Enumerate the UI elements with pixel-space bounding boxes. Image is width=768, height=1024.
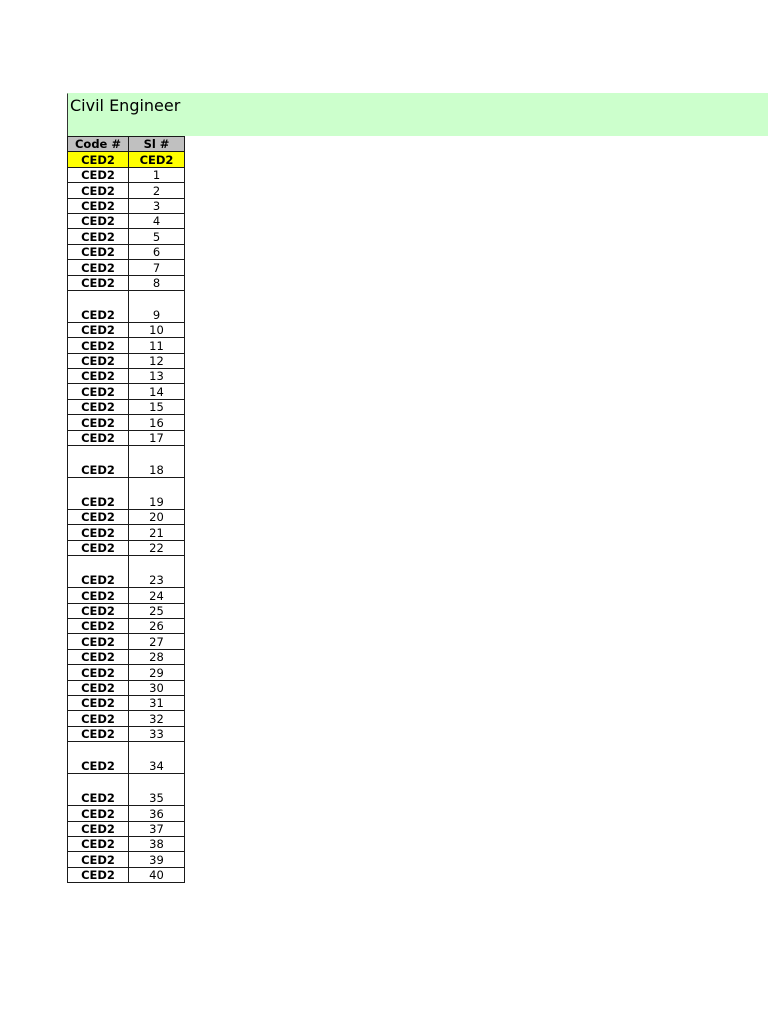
- table-row: [68, 183, 185, 198]
- column-header-sl: Sl #: [129, 137, 185, 152]
- cell-code: CED2: [68, 665, 129, 680]
- table-row: [68, 275, 185, 290]
- cell-code: CED2: [68, 618, 129, 633]
- table-row: [68, 742, 185, 774]
- table-row: [68, 774, 185, 806]
- cell-sl: 40: [129, 867, 185, 882]
- cell-sl: 17: [129, 430, 185, 445]
- cell-sl: 14: [129, 384, 185, 399]
- highlighted-row: [68, 152, 185, 167]
- table-row: [68, 478, 185, 510]
- table-row: [68, 634, 185, 649]
- cell-sl: 9: [129, 290, 185, 322]
- table-row: [68, 649, 185, 664]
- table-row: [68, 867, 185, 882]
- cell-code: CED2: [68, 695, 129, 710]
- cell-sl: 19: [129, 478, 185, 510]
- table-row: [68, 415, 185, 430]
- table-row: [68, 384, 185, 399]
- cell-code: CED2: [68, 711, 129, 726]
- cell-code: CED2: [68, 446, 129, 478]
- cell-code: CED2: [68, 275, 129, 290]
- header-row: [68, 137, 185, 152]
- cell-sl: 10: [129, 322, 185, 337]
- table-row: [68, 353, 185, 368]
- cell-code: CED2: [68, 399, 129, 414]
- cell-code: CED2: [68, 588, 129, 603]
- table-row: [68, 167, 185, 182]
- cell-sl: 34: [129, 742, 185, 774]
- table-row: [68, 198, 185, 213]
- cell-code: CED2: [68, 525, 129, 540]
- cell-code: CED2: [68, 603, 129, 618]
- cell-sl: 31: [129, 695, 185, 710]
- cell-code: CED2: [68, 510, 129, 525]
- cell-code: CED2: [68, 152, 129, 167]
- cell-sl: 29: [129, 665, 185, 680]
- table-row: [68, 603, 185, 618]
- cell-sl: 23: [129, 556, 185, 588]
- cell-sl: 39: [129, 852, 185, 867]
- cell-sl: 38: [129, 836, 185, 851]
- cell-code: CED2: [68, 726, 129, 741]
- cell-sl: 11: [129, 338, 185, 353]
- cell-code: CED2: [68, 867, 129, 882]
- cell-code: CED2: [68, 384, 129, 399]
- cell-code: CED2: [68, 369, 129, 384]
- data-table: [67, 136, 185, 883]
- cell-code: CED2: [68, 821, 129, 836]
- cell-code: CED2: [68, 322, 129, 337]
- cell-code: CED2: [68, 229, 129, 244]
- table-row: [68, 322, 185, 337]
- table-row: [68, 510, 185, 525]
- column-header-code: Code #: [68, 137, 129, 152]
- cell-code: CED2: [68, 774, 129, 806]
- cell-sl: 2: [129, 183, 185, 198]
- cell-sl: 15: [129, 399, 185, 414]
- cell-sl: 20: [129, 510, 185, 525]
- table-row: [68, 244, 185, 259]
- table-row: [68, 338, 185, 353]
- cell-sl: 1: [129, 167, 185, 182]
- cell-code: CED2: [68, 260, 129, 275]
- title-banner: [67, 93, 768, 136]
- cell-sl: 7: [129, 260, 185, 275]
- sheet-title: Civil Engineer: [70, 96, 181, 115]
- table-row: [68, 430, 185, 445]
- cell-code: CED2: [68, 742, 129, 774]
- table-row: [68, 525, 185, 540]
- table-row: [68, 836, 185, 851]
- table-row: [68, 213, 185, 228]
- cell-code: CED2: [68, 213, 129, 228]
- cell-sl: 16: [129, 415, 185, 430]
- cell-code: CED2: [68, 198, 129, 213]
- table-row: [68, 540, 185, 555]
- table-row: [68, 290, 185, 322]
- table-row: [68, 806, 185, 821]
- cell-code: CED2: [68, 415, 129, 430]
- table-row: [68, 229, 185, 244]
- cell-code: CED2: [68, 183, 129, 198]
- table-row: [68, 618, 185, 633]
- cell-sl: 27: [129, 634, 185, 649]
- cell-sl: 26: [129, 618, 185, 633]
- cell-code: CED2: [68, 290, 129, 322]
- cell-sl: 4: [129, 213, 185, 228]
- cell-sl: 37: [129, 821, 185, 836]
- table-row: [68, 369, 185, 384]
- cell-sl: 24: [129, 588, 185, 603]
- cell-code: CED2: [68, 353, 129, 368]
- cell-code: CED2: [68, 556, 129, 588]
- table-row: [68, 821, 185, 836]
- table-row: [68, 852, 185, 867]
- cell-sl: 28: [129, 649, 185, 664]
- cell-sl: 12: [129, 353, 185, 368]
- table-row: [68, 399, 185, 414]
- cell-code: CED2: [68, 244, 129, 259]
- table-body: [68, 152, 185, 883]
- cell-code: CED2: [68, 852, 129, 867]
- table-row: [68, 680, 185, 695]
- table-row: [68, 588, 185, 603]
- cell-sl: 22: [129, 540, 185, 555]
- cell-code: CED2: [68, 680, 129, 695]
- cell-sl: 6: [129, 244, 185, 259]
- cell-code: CED2: [68, 338, 129, 353]
- table-row: [68, 260, 185, 275]
- cell-sl: 33: [129, 726, 185, 741]
- table-row: [68, 556, 185, 588]
- table-row: [68, 665, 185, 680]
- cell-code: CED2: [68, 649, 129, 664]
- cell-sl: 36: [129, 806, 185, 821]
- cell-sl: 18: [129, 446, 185, 478]
- cell-sl: 8: [129, 275, 185, 290]
- cell-code: CED2: [68, 634, 129, 649]
- cell-sl: 30: [129, 680, 185, 695]
- cell-sl: 5: [129, 229, 185, 244]
- cell-sl: 32: [129, 711, 185, 726]
- cell-code: CED2: [68, 167, 129, 182]
- cell-sl: 35: [129, 774, 185, 806]
- cell-code: CED2: [68, 836, 129, 851]
- cell-sl: 21: [129, 525, 185, 540]
- cell-sl: CED2: [129, 152, 185, 167]
- cell-sl: 25: [129, 603, 185, 618]
- cell-sl: 3: [129, 198, 185, 213]
- cell-sl: 13: [129, 369, 185, 384]
- cell-code: CED2: [68, 806, 129, 821]
- table-row: [68, 695, 185, 710]
- cell-code: CED2: [68, 430, 129, 445]
- table-row: [68, 726, 185, 741]
- table-row: [68, 711, 185, 726]
- cell-code: CED2: [68, 478, 129, 510]
- table-row: [68, 446, 185, 478]
- cell-code: CED2: [68, 540, 129, 555]
